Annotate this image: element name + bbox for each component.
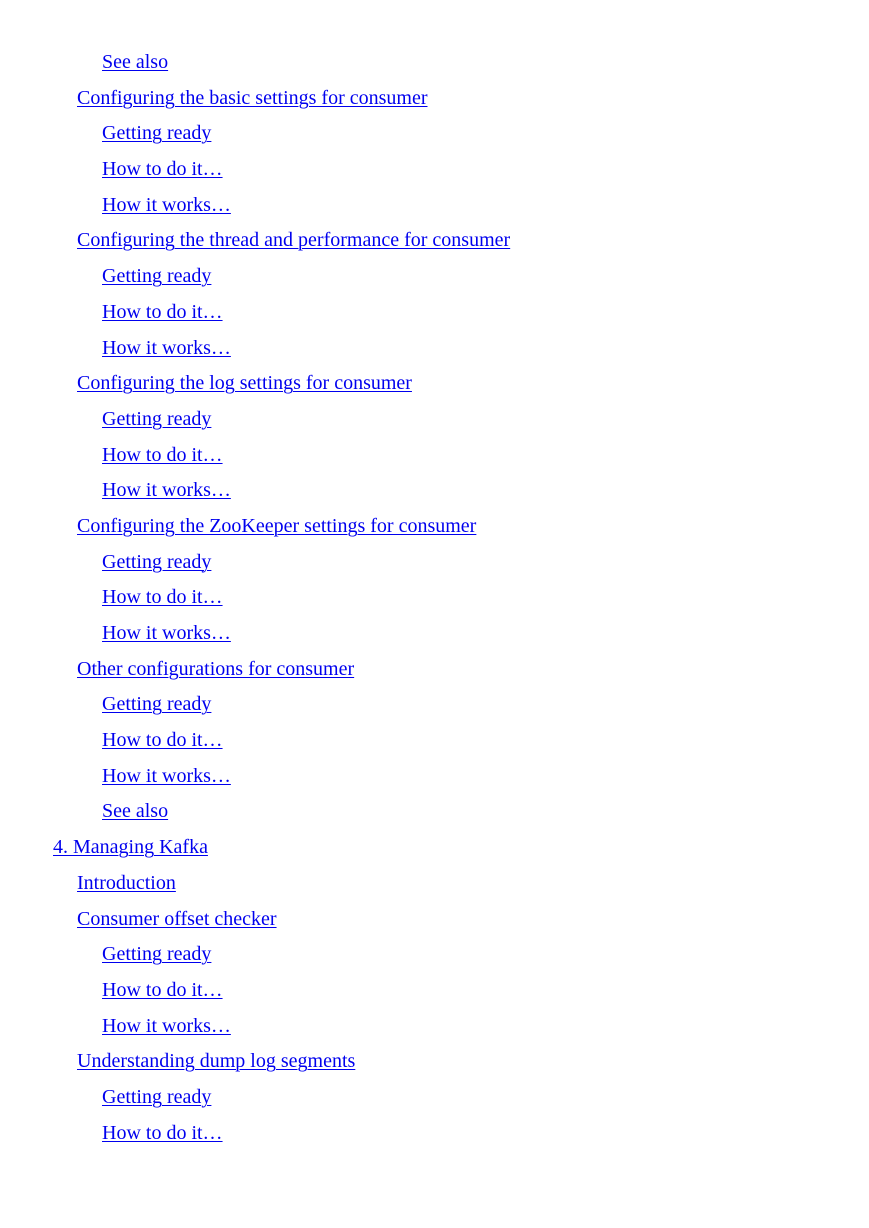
toc-entry (0, 1080, 510, 1116)
toc-entry (0, 973, 510, 1009)
toc-entry (0, 223, 510, 259)
toc-entry (0, 295, 510, 331)
toc-entry (0, 188, 510, 224)
toc-subsection-link[interactable]: How it works… (102, 336, 231, 359)
toc-subsection-link[interactable]: Getting ready (102, 1085, 212, 1108)
toc-subsection-link[interactable]: How to do it… (102, 443, 223, 466)
toc-section-link[interactable]: Introduction (77, 871, 176, 894)
toc-subsection-link[interactable]: How to do it… (102, 158, 223, 181)
toc-entry (0, 1009, 510, 1045)
toc-entry (0, 723, 510, 759)
toc-subsection-link[interactable]: Getting ready (102, 943, 212, 966)
toc-subsection-link[interactable]: See also (102, 800, 169, 823)
toc-subsection-link[interactable]: How to do it… (102, 729, 223, 752)
toc-subsection-link[interactable]: How it works… (102, 479, 231, 502)
toc-entry (0, 509, 510, 545)
toc-subsection-link[interactable]: How to do it… (102, 1121, 223, 1144)
toc-subsection-link[interactable]: Getting ready (102, 407, 212, 430)
toc-entry (0, 902, 510, 938)
toc-entry (0, 331, 510, 367)
toc-entry (0, 937, 510, 973)
toc-entry (0, 116, 510, 152)
toc-entry (0, 616, 510, 652)
toc-subsection-link[interactable]: See also (102, 51, 169, 73)
toc-subsection-link[interactable]: How it works… (102, 764, 231, 787)
toc-section-link[interactable]: Understanding dump log segments (77, 1050, 356, 1073)
toc-subsection-link[interactable]: How it works… (102, 193, 231, 216)
toc-entry (0, 259, 510, 295)
toc-subsection-link[interactable]: Getting ready (102, 265, 212, 288)
toc-entry (0, 759, 510, 795)
toc-entry (0, 794, 510, 830)
toc-section-link[interactable]: Configuring the ZooKeeper settings for consumer (77, 514, 477, 537)
table-of-contents (0, 45, 510, 1151)
toc-section-link[interactable]: Other configurations for consumer (77, 657, 355, 680)
toc-chapter-link[interactable]: 4. Managing Kafka (53, 836, 208, 859)
toc-section-link[interactable]: Configuring the thread and performance for consumer (77, 229, 511, 252)
toc-subsection-link[interactable]: How it works… (102, 1014, 231, 1037)
toc-subsection-link[interactable]: How to do it… (102, 300, 223, 323)
toc-entry (0, 366, 510, 402)
toc-entry (0, 45, 510, 81)
toc-entry (0, 830, 510, 866)
toc-subsection-link[interactable]: Getting ready (102, 122, 212, 145)
toc-subsection-link[interactable]: How to do it… (102, 586, 223, 609)
toc-entry (0, 687, 510, 723)
toc-entry (0, 152, 510, 188)
toc-entry (0, 580, 510, 616)
toc-section-link[interactable]: Consumer offset checker (77, 907, 277, 930)
toc-entry (0, 473, 510, 509)
toc-subsection-link[interactable]: How to do it… (102, 978, 223, 1001)
toc-section-link[interactable]: Configuring the basic settings for consumer (77, 86, 428, 109)
toc-subsection-link[interactable]: Getting ready (102, 693, 212, 716)
toc-entry (0, 402, 510, 438)
toc-subsection-link[interactable]: Getting ready (102, 550, 212, 573)
toc-entry (0, 1044, 510, 1080)
toc-subsection-link[interactable]: How it works… (102, 622, 231, 644)
toc-entry (0, 545, 510, 581)
toc-entry (0, 1116, 510, 1152)
toc-entry (0, 81, 510, 117)
toc-entry (0, 652, 510, 688)
toc-entry (0, 438, 510, 474)
toc-section-link[interactable]: Configuring the log settings for consumer (77, 372, 412, 395)
toc-entry (0, 866, 510, 902)
